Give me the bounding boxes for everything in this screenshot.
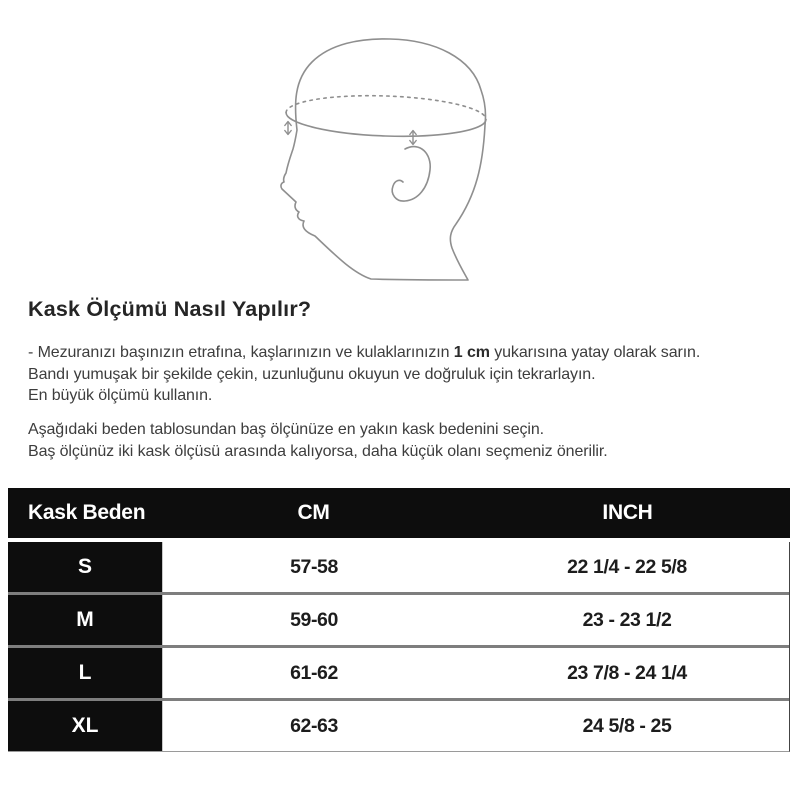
cm-cell: 59-60 bbox=[162, 595, 465, 645]
inch-cell: 23 7/8 - 24 1/4 bbox=[465, 648, 789, 698]
head-measurement-illustration bbox=[250, 30, 550, 300]
size-table bbox=[8, 488, 790, 752]
size-cell: L bbox=[8, 648, 162, 698]
size-cell: S bbox=[8, 542, 162, 592]
measure-line-1 bbox=[28, 342, 788, 364]
arrow-brow-icon bbox=[285, 122, 291, 135]
ear-outline bbox=[392, 147, 430, 202]
measure-line-2: Bandı yumuşak bir şekilde çekin, uzunluğunu okuyun ve doğruluk için tekrarlayın. bbox=[28, 365, 596, 383]
arrow-ear-icon bbox=[410, 131, 416, 145]
measure-line-1-pre: - Mezuranızı başınızın etrafına, kaşlarınızın ve kulaklarınızın bbox=[28, 344, 454, 361]
header-kask-beden: Kask Beden bbox=[28, 501, 146, 524]
table-row-l bbox=[8, 648, 789, 698]
measure-line-1-bold: 1 cm bbox=[453, 344, 490, 361]
cm-cell: 57-58 bbox=[162, 542, 465, 592]
measuring-band-front bbox=[285, 113, 486, 140]
head-outline bbox=[281, 39, 486, 280]
header-inch: INCH bbox=[602, 501, 653, 524]
table-row-xl bbox=[8, 701, 789, 751]
size-table-body bbox=[8, 542, 790, 752]
header-cm: CM bbox=[297, 501, 330, 524]
table-row-m bbox=[8, 595, 789, 645]
size-cell: M bbox=[8, 595, 162, 645]
inch-cell: 23 - 23 1/2 bbox=[465, 595, 789, 645]
select-line-2: Baş ölçünüz iki kask ölçüsü arasında kalıyorsa, daha küçük olanı seçmeniz önerilir. bbox=[28, 442, 608, 460]
cm-cell: 62-63 bbox=[162, 701, 465, 751]
inch-cell: 22 1/4 - 22 5/8 bbox=[465, 542, 789, 592]
table-row-s bbox=[8, 542, 789, 592]
select-size-instructions bbox=[28, 419, 788, 462]
measuring-band bbox=[285, 93, 486, 140]
page-title: Kask Ölçümü Nasıl Yapılır? bbox=[28, 297, 312, 321]
inch-cell: 24 5/8 - 25 bbox=[465, 701, 789, 751]
measure-line-1-post: yukarısına yatay olarak sarın. bbox=[489, 344, 701, 361]
measure-instructions bbox=[28, 342, 788, 407]
measure-line-3: En büyük ölçümü kullanın. bbox=[28, 387, 213, 404]
measuring-band-back-dotted bbox=[286, 93, 487, 120]
cm-cell: 61-62 bbox=[162, 648, 465, 698]
select-line-1: Aşağıdaki beden tablosundan baş ölçünüze en yakın kask bedenini seçin. bbox=[28, 421, 545, 438]
size-table-header bbox=[8, 488, 790, 538]
size-cell: XL bbox=[8, 701, 162, 751]
